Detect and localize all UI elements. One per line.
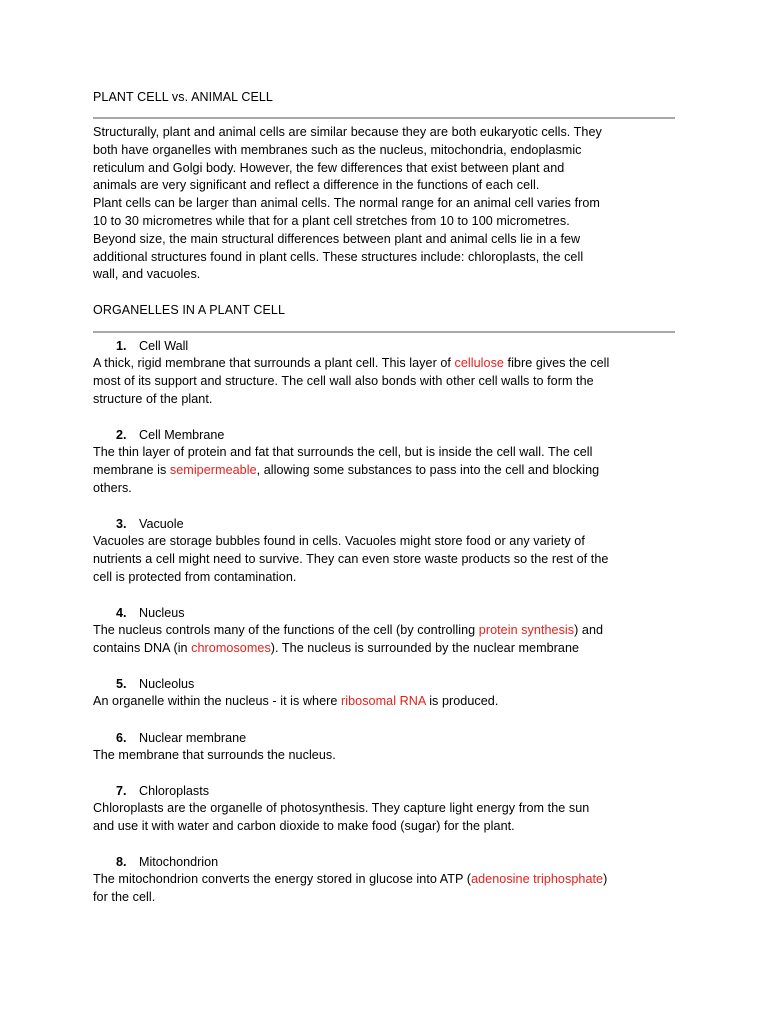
organelle-name: Nucleolus <box>139 677 195 691</box>
description-line: An organelle within the nucleus - it is where ribosomal RNA is produced. <box>93 694 499 708</box>
section-divider <box>93 331 675 333</box>
organelle-description <box>93 693 683 711</box>
organelle-description <box>93 747 683 765</box>
organelle-number: 4. <box>116 606 127 620</box>
organelle-name: Nuclear membrane <box>139 731 247 745</box>
title-divider <box>93 117 675 119</box>
organelle-number: 1. <box>116 339 127 353</box>
description-line: The membrane that surrounds the nucleus. <box>93 748 336 762</box>
organelle-description <box>93 533 683 586</box>
description-line: Chloroplasts are the organelle of photosynthesis. They capture light energy from the sun <box>93 801 590 815</box>
intro-line: both have organelles with membranes such as the nucleus, mitochondria, endoplasmic <box>93 142 582 157</box>
description-line: for the cell. <box>93 889 156 904</box>
description-line: cell is protected from contamination. <box>93 569 297 584</box>
description-line: A thick, rigid membrane that surrounds a plant cell. This layer of cellulose fibre gives the cell <box>93 356 610 370</box>
section-title: ORGANELLES IN A PLANT CELL <box>93 303 286 317</box>
intro-line: Beyond size, the main structural differences between plant and animal cells lie in a few <box>93 231 581 246</box>
organelle-number: 7. <box>116 784 127 798</box>
organelle-number: 3. <box>116 517 127 531</box>
description-line: membrane is semipermeable, allowing some substances to pass into the cell and blocking <box>93 462 600 477</box>
description-line: most of its support and structure. The cell wall also bonds with other cell walls to form the <box>93 373 594 388</box>
intro-line: wall, and vacuoles. <box>93 267 201 282</box>
intro-line: reticulum and Golgi body. However, the few differences that exist between plant and <box>93 160 565 175</box>
organelle-name: Cell Membrane <box>139 428 225 442</box>
document-title: PLANT CELL vs. ANIMAL CELL <box>93 90 273 104</box>
highlighted-term: semipermeable <box>169 462 257 477</box>
description-line: The nucleus controls many of the functions of the cell (by controlling protein synthesis) and <box>93 623 604 637</box>
organelle-number: 5. <box>116 677 127 691</box>
organelle-description <box>93 800 683 836</box>
description-line: The mitochondrion converts the energy stored in glucose into ATP (adenosine triphosphate) <box>93 872 608 886</box>
intro-line: animals are very significant and reflect a difference in the functions of each cell. <box>93 178 540 193</box>
organelle-number: 2. <box>116 428 127 442</box>
highlighted-term: cellulose <box>454 356 504 370</box>
highlighted-term: chromosomes <box>191 640 271 655</box>
organelle-description <box>93 622 683 658</box>
organelle-number: 8. <box>116 855 127 869</box>
organelle-name: Nucleus <box>139 606 185 620</box>
highlighted-term: protein synthesis <box>478 623 575 637</box>
description-line: contains DNA (in chromosomes). The nucleus is surrounded by the nuclear membrane <box>93 640 580 655</box>
description-line: structure of the plant. <box>93 391 213 406</box>
highlighted-term: adenosine triphosphate <box>471 872 604 886</box>
organelle-description <box>93 871 683 907</box>
intro-line: Structurally, plant and animal cells are similar because they are both eukaryotic cells. They <box>93 125 602 139</box>
intro-line: 10 to 30 micrometres while that for a plant cell stretches from 10 to 100 micrometres. <box>93 213 570 228</box>
organelle-description <box>93 444 683 497</box>
organelle-name: Cell Wall <box>139 339 189 353</box>
highlighted-term: ribosomal RNA <box>341 694 426 708</box>
organelle-name: Chloroplasts <box>139 784 209 798</box>
intro-paragraph <box>93 124 683 284</box>
intro-line: Plant cells can be larger than animal cells. The normal range for an animal cell varies from <box>93 196 600 211</box>
description-line: Vacuoles are storage bubbles found in cells. Vacuoles might store food or any variety of <box>93 534 585 548</box>
organelle-name: Vacuole <box>139 517 184 531</box>
description-line: nutrients a cell might need to survive. They can even store waste products so the rest of the <box>93 551 609 566</box>
intro-line: additional structures found in plant cells. These structures include: chloroplasts, the cell <box>93 249 584 264</box>
description-line: The thin layer of protein and fat that surrounds the cell, but is inside the cell wall. The cell <box>93 445 593 459</box>
organelle-name: Mitochondrion <box>139 855 219 869</box>
organelle-description <box>93 355 683 408</box>
organelle-number: 6. <box>116 731 127 745</box>
description-line: others. <box>93 480 132 495</box>
description-line: and use it with water and carbon dioxide to make food (sugar) for the plant. <box>93 818 515 833</box>
